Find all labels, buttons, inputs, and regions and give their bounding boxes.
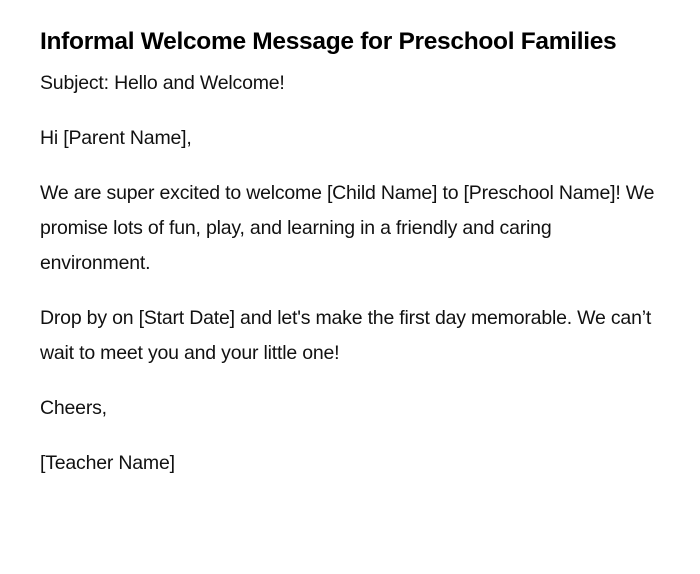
closing: Cheers,: [40, 397, 107, 419]
document-title: Informal Welcome Message for Preschool Families: [40, 28, 617, 55]
signature: [Teacher Name]: [40, 452, 175, 474]
greeting: Hi [Parent Name],: [40, 127, 192, 149]
body-paragraph-welcome: We are super excited to welcome [Child Name] to [Preschool Name]! We promise lots of fun, play, and learning in a friendly and caring environment.: [40, 182, 655, 274]
subject-line: Subject: Hello and Welcome!: [40, 72, 285, 94]
body-paragraph-start-date: Drop by on [Start Date] and let's make the first day memorable. We can’t wait to meet you and your little one!: [40, 307, 652, 364]
